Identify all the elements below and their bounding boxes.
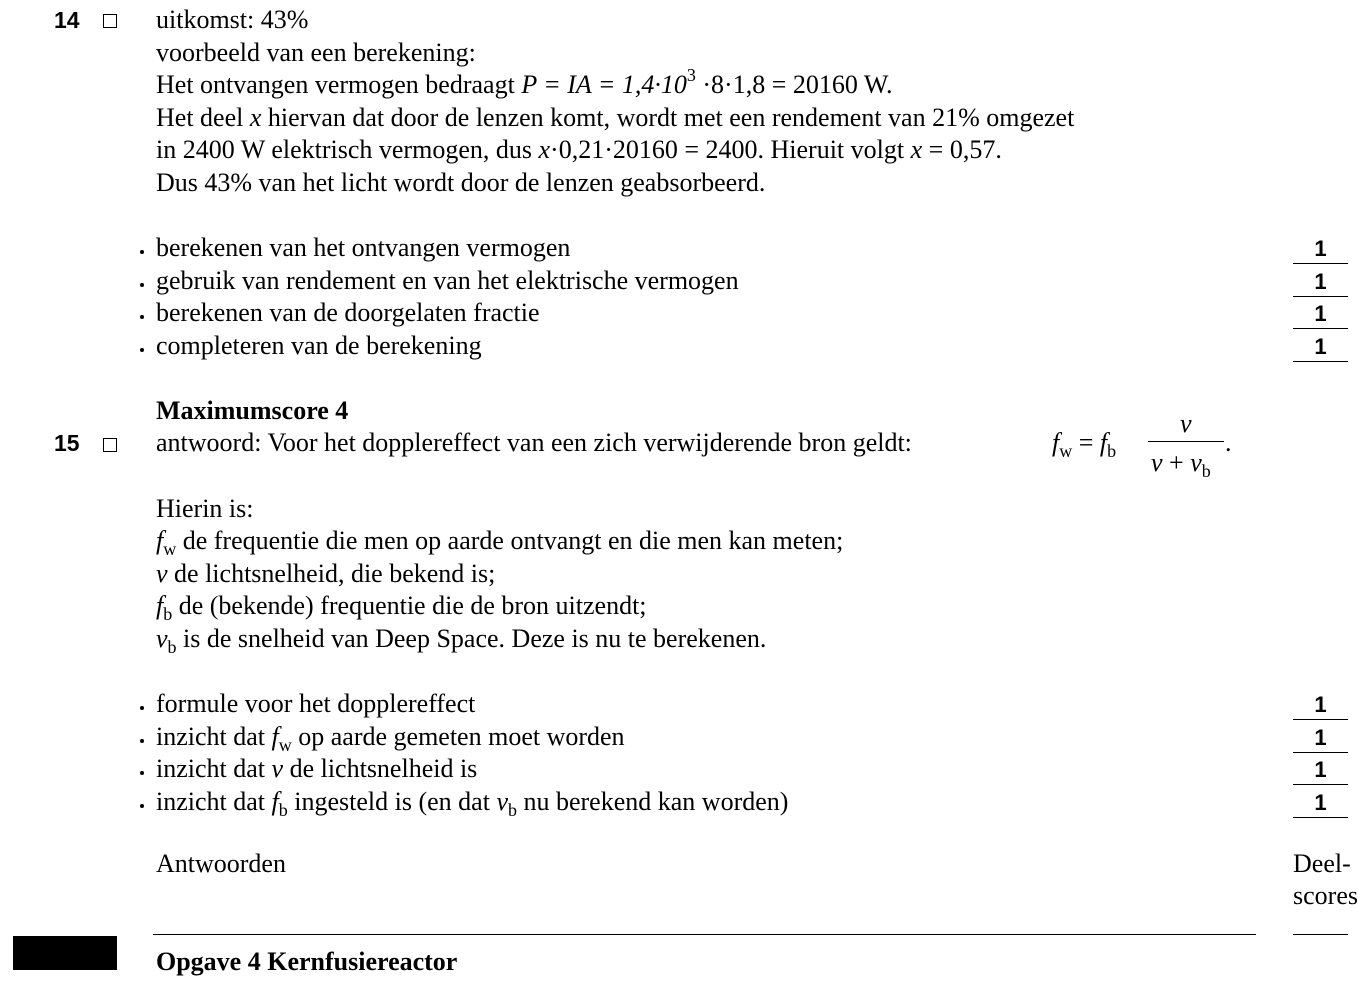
criterion-sub: b (507, 800, 517, 820)
section-divider-right (1293, 934, 1348, 935)
calc-text: in 2400 W elektrisch vermogen, dus (156, 135, 532, 164)
calc-text: hiervan dat door de lenzen komt, wordt met een rendement van 21% omgezet (267, 103, 1075, 132)
def-var: f (156, 526, 164, 555)
definition-line (156, 525, 843, 557)
criterion-post: nu berekend kan worden) (516, 787, 789, 816)
def-sub: b (163, 604, 173, 624)
criterion-var: f (271, 722, 279, 751)
formula-var: v (1180, 409, 1192, 438)
bullet (140, 706, 144, 710)
bullet (140, 771, 144, 775)
question-number: 15 (54, 430, 80, 456)
calc-line: Dus 43% van het licht wordt door de lenzen geabsorbeerd. (156, 168, 766, 197)
criterion-post: ingesteld is (en dat (287, 787, 497, 816)
formula-plus: + (1162, 448, 1191, 477)
def-sub: w (163, 539, 177, 559)
criterion-score: 1 (1293, 724, 1348, 753)
outcome: uitkomst: 43% (156, 5, 309, 34)
formula-numerator (1180, 408, 1192, 440)
calc-line (156, 134, 1002, 166)
calc-text: Het deel (156, 103, 244, 132)
criterion-pre: inzicht dat (156, 754, 272, 783)
section-marker-block (13, 936, 117, 970)
formula-end: . (1225, 428, 1232, 457)
criterion-text (156, 786, 788, 818)
formula-sub: w (1059, 441, 1073, 461)
criterion-sub: w (278, 735, 292, 755)
bullet (140, 315, 144, 319)
criterion-score: 1 (1293, 235, 1348, 264)
criterion-text: completeren van de berekening (156, 331, 482, 360)
calc-formula: P = IA = 1,4·10 (521, 70, 687, 99)
def-text: de frequentie die men op aarde ontvangt en die men kan meten; (176, 526, 844, 555)
calc-var: x (910, 135, 923, 164)
criterion-pre: inzicht dat (156, 722, 272, 751)
section-divider (153, 934, 1256, 935)
criterion-post: de lichtsnelheid is (283, 754, 478, 783)
formula-sub: b (1107, 441, 1117, 461)
calc-text: Het ontvangen vermogen bedraagt (156, 70, 515, 99)
checkbox[interactable] (103, 438, 117, 452)
answers-column-label: Antwoorden (156, 849, 286, 878)
bullet (140, 739, 144, 743)
max-score-heading: Maximumscore 4 (156, 396, 349, 425)
calc-var: x (538, 135, 551, 164)
calc-var: x (249, 103, 262, 132)
formula-sub: b (1201, 461, 1211, 481)
formula-var: f (1052, 428, 1060, 457)
section-heading (156, 946, 457, 978)
definition-line (156, 590, 647, 622)
section-label: Opgave 4 (156, 947, 261, 976)
answer-text: antwoord: Voor het dopplereffect van een zich verwijderende bron geldt: (156, 428, 912, 457)
deel-label: Deel- (1293, 849, 1351, 878)
def-text: de lichtsnelheid, die bekend is; (167, 559, 496, 588)
example-intro: voorbeeld van een berekening: (156, 38, 476, 67)
calc-exponent: 3 (686, 65, 696, 85)
checkbox[interactable] (103, 14, 117, 28)
def-sub: b (167, 637, 177, 657)
bullet (140, 348, 144, 352)
def-var: v (156, 624, 168, 653)
criterion-text: berekenen van het ontvangen vermogen (156, 233, 571, 262)
section-title: Kernfusiereactor (267, 947, 458, 976)
def-text: de (bekende) frequentie die de bron uitzendt; (172, 591, 647, 620)
formula-var: f (1099, 428, 1108, 457)
criterion-var: f (271, 787, 279, 816)
formula-lhs (1052, 427, 1116, 459)
deelscores-label (1293, 848, 1358, 918)
def-var: f (156, 591, 164, 620)
bullet (140, 250, 144, 254)
criterion-text (156, 753, 477, 785)
criterion-score: 1 (1293, 268, 1348, 297)
bullet (140, 283, 144, 287)
score-label: scores (1293, 881, 1358, 910)
criterion-text: berekenen van de doorgelaten fractie (156, 298, 540, 327)
criterion-var: v (496, 787, 508, 816)
calc-formula-rest: ·8·1,8 = 20160 W. (695, 70, 893, 99)
definition-line (156, 558, 495, 590)
calc-text: ·0,21·20160 = 2400. Hieruit volgt (550, 135, 905, 164)
question-number: 14 (54, 7, 80, 33)
criterion-score: 1 (1293, 789, 1348, 818)
formula-var: v (1190, 448, 1202, 477)
criterion-sub: b (278, 800, 288, 820)
definition-line (156, 623, 766, 655)
criterion-text (156, 721, 625, 753)
calc-line (156, 102, 1074, 134)
criterion-score: 1 (1293, 756, 1348, 785)
def-var: v (156, 559, 168, 588)
criterion-text: formule voor het dopplereffect (156, 689, 476, 718)
criterion-text: gebruik van rendement en van het elektrische vermogen (156, 266, 739, 295)
formula-denominator (1151, 447, 1211, 479)
hierin-label: Hierin is: (156, 494, 254, 523)
criterion-score: 1 (1293, 691, 1348, 720)
criterion-pre: inzicht dat (156, 787, 272, 816)
calc-line (156, 65, 893, 101)
calc-text: = 0,57. (928, 135, 1002, 164)
fraction-bar (1148, 441, 1224, 442)
criterion-score: 1 (1293, 333, 1348, 362)
formula-var: v (1151, 448, 1163, 477)
criterion-score: 1 (1293, 300, 1348, 329)
criterion-post: op aarde gemeten moet worden (291, 722, 625, 751)
criterion-var: v (271, 754, 284, 783)
def-text: is de snelheid van Deep Space. Deze is nu te berekenen. (176, 624, 767, 653)
bullet (140, 804, 144, 808)
formula-eq: = (1072, 428, 1100, 457)
